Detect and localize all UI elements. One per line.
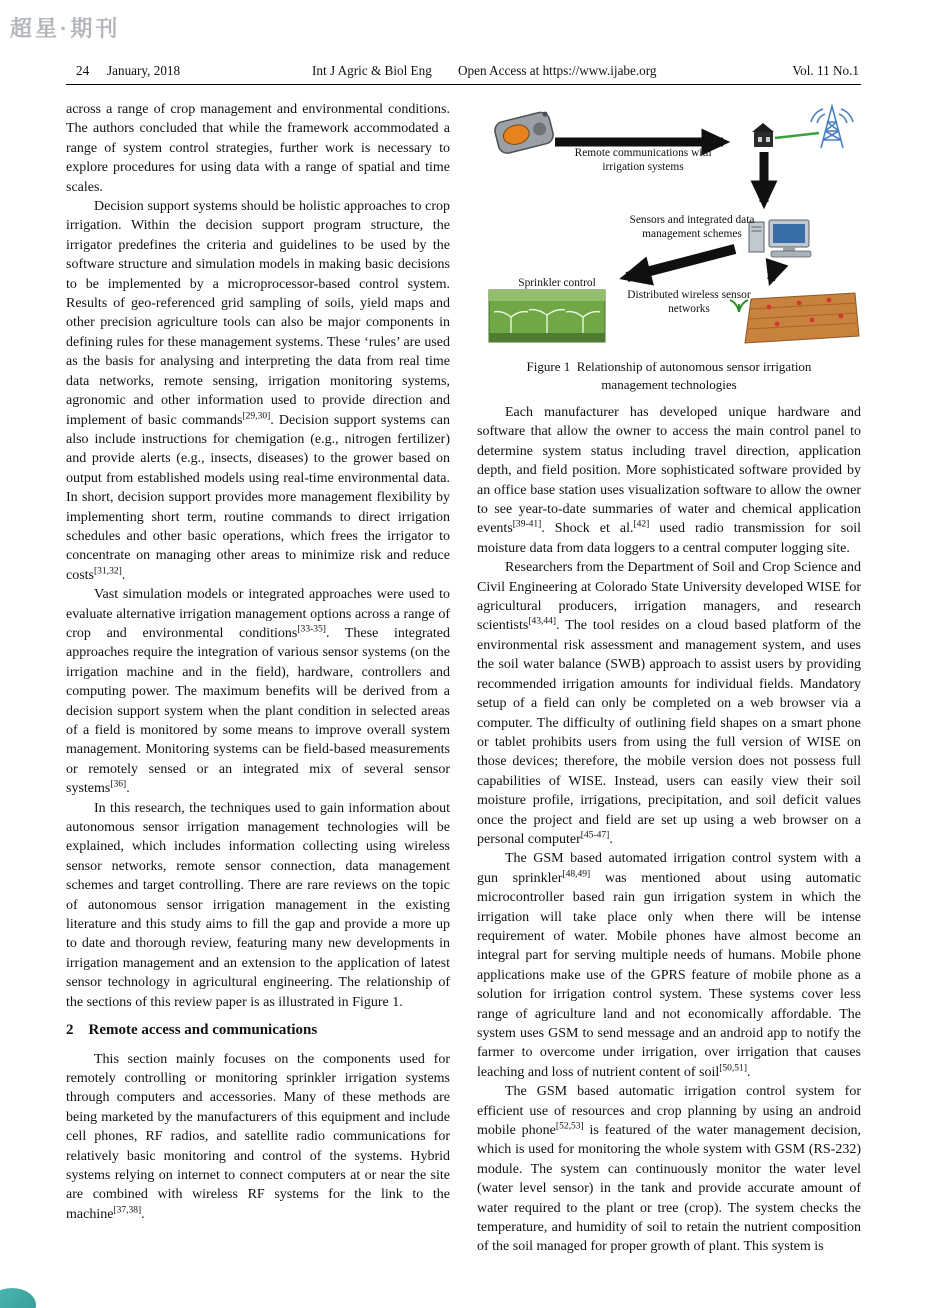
- figure-label-sensors-schemes: Sensors and integrated data management schemes: [629, 214, 755, 240]
- open-access-url: Open Access at https://www.ijabe.org: [458, 63, 657, 78]
- figure-caption-line2: management technologies: [601, 376, 737, 392]
- sprinkler-photo: [489, 290, 605, 342]
- volume-number: Vol. 11 No.1: [792, 63, 859, 78]
- paragraph: The GSM based automated irrigation control system with a gun sprinkler[48,49] was mentioned about using automatic microcontroller based rain gun irrigation system in which the irrigation will take place only when there will be intense requirement of water. Mobile phones have almost become an integral part for serving multiple needs of humans. Mobile phone applications make use of the GPRS feature of mobile phone as a solution for irrigation control system. These systems cover less range of agriculture land and not economically affordable. The system uses GSM to send message and an android app to notify the farmer to overcome under irrigation, over irrigation that causes leaching and loss of nutrient content of soil[50,51].: [477, 851, 862, 1080]
- figure-label-sprinkler-control: Sprinkler control: [518, 277, 596, 289]
- arrow-computer-to-sprinkler: [627, 249, 735, 277]
- page-number: 24: [76, 63, 90, 78]
- figure-1-diagram: [477, 102, 861, 354]
- paragraph: Decision support systems should be holistic approaches to crop irrigation. Within the decision support program structure, the irrigator predefines the criteria and guidelines to be used by the software structure and simulation models in making basic decisions to be implemented by a microprocessor-based control system. Results of geo-referenced grid sampling of soils, yield maps and other precision agriculture tools can also be major components in defining rules for these management systems. These ‘rules’ are used as the basis for analysing and interpreting the data from real time data networks, remote sensing, irrigation monitoring systems, agronomic and other information used to provide direction and implement of basic commands[29,30]. Decision support systems can also include instructions for chemigation (e.g., nitrogen fertilizer) and provide alerts (e.g., insects, diseases) to the grower based on output from established models using real-time environmental data. In short, decision support provides more management flexibility by implementing short term, routine commands to direct irrigation schedules and other basic operations, which frees the irrigator to concentrate on managing other areas to minimize risk and reduce costs[31,32].: [66, 199, 450, 583]
- paragraph: across a range of crop management and environmental conditions. The authors concluded that while the framework accommodated a range of system control strategies, further work is necessary to explore procedures for using data with a range of spatial and time scales.: [66, 102, 450, 195]
- arrow-computer-to-field: [771, 262, 777, 280]
- paragraph: This section mainly focuses on the components used for remotely controlling or monitoring sprinkler irrigation systems through computers and accessories. Many of these methods are being marketed by the manufacturers of this equipment and include cell phones, RF radios, and satellite radio communications for relatively basic monitoring and control of the systems. Hybrid systems relying on internet to connect computers at or near the site are combined with wireless RF systems for the link to the machine[37,38].: [66, 1051, 450, 1222]
- paragraph: In this research, the techniques used to gain information about autonomous sensor irrigation management technologies will be explained, which includes information collecting using wireless sensor networks, remote sensor connection, data management schemes and target controlling. There are rare reviews on the topic of autonomous sensor irrigation management in the existing literature and this study aims to fill the gap and provide a more up to date and thorough review, featuring many new developments in irrigation management and an extension to the application of latest sensor technology in agricultural engineering. The relationship of the sections of this review paper is as illustrated in Figure 1.: [66, 800, 450, 1010]
- section-number: 2: [66, 1022, 74, 1039]
- running-header: [66, 62, 861, 85]
- corner-watermark: [0, 1288, 36, 1308]
- base-station-icon: [752, 123, 774, 147]
- antenna-tower-icon: [811, 106, 853, 148]
- paragraph: Each manufacturer has developed unique hardware and software that allow the owner to access the main control panel to determine system status including travel direction, application depth, and field position. More sophisticated software provided by an office base station uses visualization software to allow the owner to see year-to-date summaries of water and chemical application events[39-41]. Shock et al.[42] used radio transmission for soil moisture data from data loggers to a central computer logging site.: [477, 405, 861, 556]
- section-heading: [66, 1021, 450, 1040]
- phone-icon: [493, 110, 555, 155]
- journal-name: Int J Agric & Biol Eng: [312, 63, 432, 78]
- figure-caption: [477, 358, 861, 393]
- paragraph: Vast simulation models or integrated approaches were used to evaluate alternative irrigation management options across a range of crop and environmental conditions[33-35]. These integrated approaches require the integration of various sensor systems (on the irrigation machine and in the field), hardware, controllers and computing power. The maximum benefits will be derived from a decision support system when the plant condition in selected areas of a field is monitored by some means to improve overall system management. Monitoring systems can be field-based measurements or remotely sensed or an integrated mix of several sensor systems[36].: [66, 587, 450, 797]
- section-title: Remote access and communications: [88, 1022, 318, 1039]
- figure-label-remote-communications: Remote communications with irrigation systems: [574, 147, 712, 173]
- chaoxing-journal-logo: 超星·期刊: [10, 16, 121, 41]
- sensor-field-photo: [745, 293, 859, 343]
- figure-label-wireless-networks: Distributed wireless sensor networks: [627, 289, 751, 315]
- station-antenna-link: [775, 133, 819, 138]
- paragraph: The GSM based automatic irrigation control system for efficient use of resources and crop planning by using an android mobile phone[52,53] is featured of the water management decision, which is used for monitoring the whole system with GSM (RS-232) module. The system can continuously monitor the water level (water level sensor) in the tank and provide accurate amount of water required to the plant or tree (crop). The system checks the temperature, and humidity of soil to retain the nutrient composition of the soil managed for proper growth of plant. This system is: [477, 1084, 861, 1255]
- figure-caption-line1: Figure 1 Relationship of autonomous sensor irrigation: [526, 359, 812, 374]
- paragraph: Researchers from the Department of Soil and Crop Science and Civil Engineering at Colorado State University developed WISE for agricultural producers, irrigation managers, and research scientists[43,44]. The tool resides on a cloud based platform of the environmental risk assessment and management system, and uses the soil water balance (SWB) approach to assist users by providing recommended irrigation amounts for individual fields. Mandatory setup of a field can only be completed on a web browser via a computer. The difficulty of outlining field shapes on a smart phone or tablet prohibits users from using the full version of WISE on those devices; therefore, the mobile version does not possess full capabilities of WISE. Instead, users can easily view their soil moisture profile, irrigations, precipitation, and soil deficit values once the project and field are set up using a web browser on a personal computer[45-47].: [477, 560, 861, 847]
- left-column: [66, 100, 450, 1224]
- issue-date: January, 2018: [107, 63, 181, 78]
- right-column: [477, 100, 861, 1257]
